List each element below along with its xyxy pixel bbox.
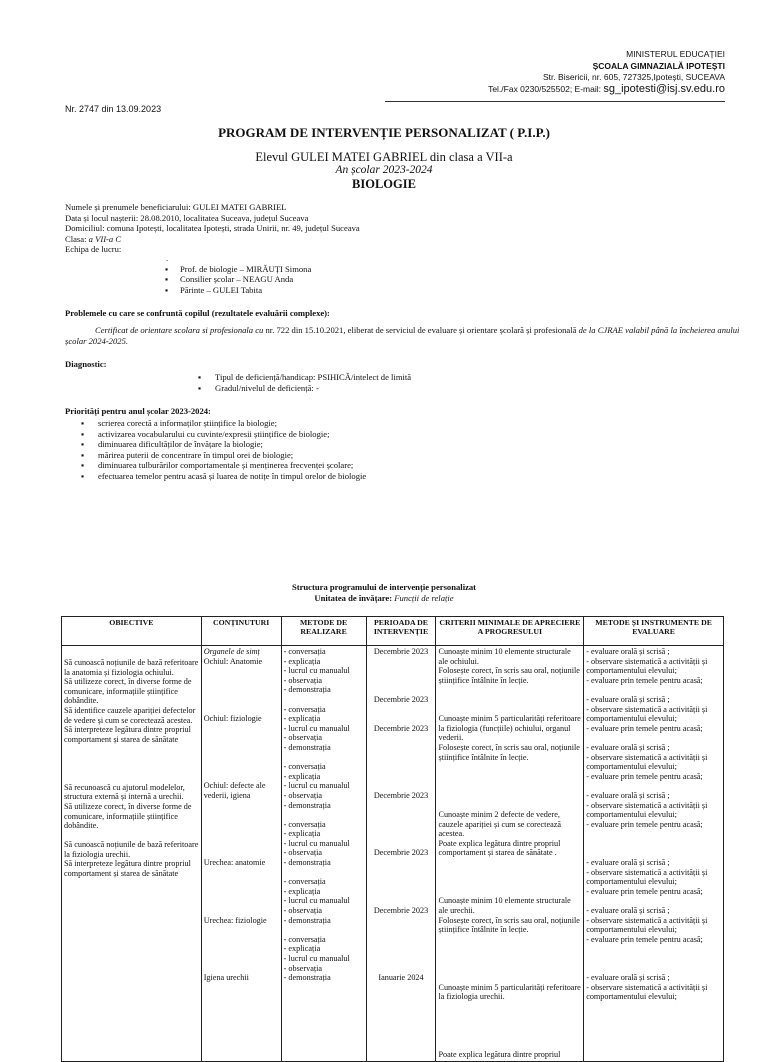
class-info [65, 234, 360, 245]
priority-item: ▪ mărirea puterii de concentrare în timpul orei de biologie; [78, 450, 366, 461]
criteria-cell: Cunoaște minim 10 elemente structurale ale ochiului. Folosește corect, în scris sau oral, noțiunile științifice întâlnite în lecție. Cunoaște minim 5 particularități referitoare la fiziologia (funcțiile) ochiului, organul vederii. Folosește corect, în scris sau oral, noțiunile științifice întâlnite în lecție. Cunoaște minim 2 defecte de vedere, cauzele apariției și cum se corectează acestea. Poate explica legătura dintre propriul comportament și starea de sănătate . Cunoaște minim 10 elemente structurale ale urechii. Folosește corect, în scris sau oral, noțiunile științifice întâlnite în lecție. Cunoaște minim 5 particularități referitoare la fiziologia urechii. Poate explica legătura dintre propriul [436, 646, 584, 1062]
problems-heading: Problemele cu care se confruntă copilul (rezultatele evaluării complexe): [65, 308, 330, 318]
problems-italic-2: de la CJRAE valabil până la încheierea anului școlar 2024-2025. [65, 325, 740, 346]
team-label: Echipa de lucru: [65, 244, 122, 254]
contents-heading: Organele de simț [203, 647, 260, 656]
team-member: ▪ Prof. de biologie – MIRĂUȚI Simona [162, 264, 311, 275]
table-row [62, 646, 724, 1062]
team-member: ▪ Consilier școlar – NEAGU Anda [162, 274, 311, 285]
priority-item: ▪ efectuarea temelor pentru acasă și luarea de notițe în timpul orelor de biologie [78, 471, 366, 482]
priority-item: ▪ scrierea corectă a informaților științifice la biologie; [78, 418, 366, 429]
document-title: PROGRAM DE INTERVENȚIE PERSONALIZAT ( P.I.P.) [218, 125, 550, 140]
table-header-row [62, 617, 724, 646]
beneficiary-name: Numele și prenumele beneficiarului: GULEI MATEI GABRIEL [65, 202, 287, 212]
email-link[interactable]: sg_ipotesti@isj.sv.edu.ro [603, 82, 725, 95]
methods-cell: - conversația - explicația - lucrul cu manualul - observația - demonstrația - conversația - explicația - lucrul cu manualul - observația - demonstrația - conversația - explicația - lucrul cu manualul - observația - demonstrația - conversația - explicația - lucrul cu manualul - observația - demonstrația - conversația - explicația - lucrul cu manualul - observația - demonstrația - conversația - explicația - lucrul cu manualul - observația - demonstrația [281, 646, 366, 1062]
priority-item: ▪ diminuarea tulburărilor comportamentale și menținerea frecvenței școlare; [78, 460, 366, 471]
priority-item: ▪ diminuarea dificultăților de învățare la biologie; [78, 439, 366, 450]
program-table [61, 616, 724, 1062]
evaluation-cell: - evaluare orală și scrisă ; - observare sistematică a activității și comportamentului elevului; - evaluare prin temele pentru acasă; - evaluare orală și scrisă ; - observare sistematică a activității și comportamentului elevului; - evaluare prin temele pentru acasă; - evaluare orală și scrisă ; - observare sistematică a activității și comportamentului elevului; - evaluare prin temele pentru acasă; - evaluare orală și scrisă ; - observare sistematică a activității și comportamentului elevului; - evaluare prin temele pentru acasă; - evaluare orală și scrisă ; - observare sistematică a activității și comportamentului elevului; - evaluare prin temele pentru acasă; - evaluare orală și scrisă ; - observare sistematică a activității și comportamentului elevului; - evaluare prin temele pentru acasă; - evaluare orală și scrisă ; - observare sistematică a activității și comportamentului elevului; [584, 646, 724, 1062]
diagnostic-item: ▪ Gradul/nivelul de deficiență: - [195, 383, 411, 394]
priorities-list [78, 418, 366, 481]
beneficiary-info [65, 202, 360, 255]
diagnostic-item: ▪ Tipul de deficiență/handicap: PSIHICĂ/intelect de limită [195, 372, 411, 383]
domicile-info: Domiciliul: comuna Ipotești, localitatea Ipotești, strada Unirii, nr. 49, județul Suceava [65, 223, 360, 233]
unit-title [0, 593, 768, 603]
letterhead [488, 49, 725, 95]
team-list [162, 253, 311, 295]
student-line: Elevul GULEI MATEI GABRIEL din clasa a VII-a [255, 150, 513, 164]
class-label: Clasa: [65, 233, 89, 244]
header-criteria: CRITERII MINIMALE DE APRECIERE A PROGRESULUI [436, 617, 584, 646]
priority-item: ▪ activizarea vocabularului cu cuvinte/expresii științifice de biologie; [78, 429, 366, 440]
team-member: ▪ Părinte – GULEI Tabita [162, 285, 311, 296]
team-dot: . [166, 253, 169, 263]
subject-title: BIOLOGIE [352, 177, 416, 191]
class-value: a VII-a C [88, 233, 122, 244]
problems-normal: nr. 722 din 15.10.2021, eliberat de serviciul de evaluare și orientare școlară și profesională [263, 325, 579, 335]
problems-paragraph [65, 325, 745, 347]
birth-info: Data și locul nașterii: 28.08.2010, localitatea Suceava, județul Suceava [65, 212, 309, 223]
header-evaluation: METODE ȘI INSTRUMENTE DE EVALUARE [584, 617, 724, 646]
contents-list: Ochiul: Anatomie Ochiul: fiziologie Ochiul: defecte ale vederii, igiena Urechea: anatomie Urechea: fiziologie Igiena urechii [203, 656, 267, 983]
school-address: Str. Bisericii, nr. 605, 727325,Ipotești, SUCEAVA [542, 72, 725, 82]
header-period: PERIOADA DE INTERVENȚIE [366, 617, 436, 646]
school-name: ȘCOALA GIMNAZIALĂ IPOTEȘTI [592, 60, 725, 71]
header-objectives: OBIECTIVE [62, 617, 202, 646]
problems-italic-1: Certificat de orientare scolara si profesionala cu [95, 325, 264, 335]
period-cell: Decembrie 2023 Decembrie 2023 Decembrie 2023 Decembrie 2023 Decembrie 2023 Decembrie 2023 Ianuarie 2024 [366, 646, 436, 1062]
diagnostic-list [195, 372, 411, 393]
unit-label: Unitatea de învățare: [314, 593, 395, 603]
letterhead-divider [385, 101, 725, 102]
header-methods: METODE DE REALIZARE [281, 617, 366, 646]
school-contact [488, 84, 725, 96]
school-year: An școlar 2023-2024 [335, 164, 433, 176]
document-number: Nr. 2747 din 13.09.2023 [65, 104, 162, 114]
ministry-name: MINISTERUL EDUCAȚIEI [626, 49, 725, 59]
contents-cell [201, 646, 281, 1062]
contact-prefix: Tel./Fax 0230/525502; E-mail: [488, 83, 604, 94]
priorities-heading: Priorități pentru anul școlar 2023-2024: [65, 406, 211, 416]
structure-title: Structura programului de intervenție personalizat [291, 582, 477, 592]
diagnostic-heading: Diagnostic: [65, 359, 107, 369]
header-contents: CONȚINUTURI [201, 617, 281, 646]
unit-value: Funcții de relație [394, 593, 454, 603]
objectives-cell: Să cunoască noțiunile de bază referitoare la anatomia și fiziologia ochiului. Să utilizeze corect, în diverse forme de comunicare, informațiile științifice dobândite. Să identifice cauzele apariției defectelor de vedere și cum se corectează acestea. Să interpreteze legătura dintre propriul comportament și starea de sănătate Să recunoască cu ajutorul modelelor, structura externă și internă a urechii. Să utilizeze corect, în diverse forme de comunicare, informațiile științifice dobândite. Să cunoască noțiunile de bază referitoare la fiziologia urechii. Să interpreteze legătura dintre propriul comportament și starea de sănătate [62, 646, 202, 1062]
